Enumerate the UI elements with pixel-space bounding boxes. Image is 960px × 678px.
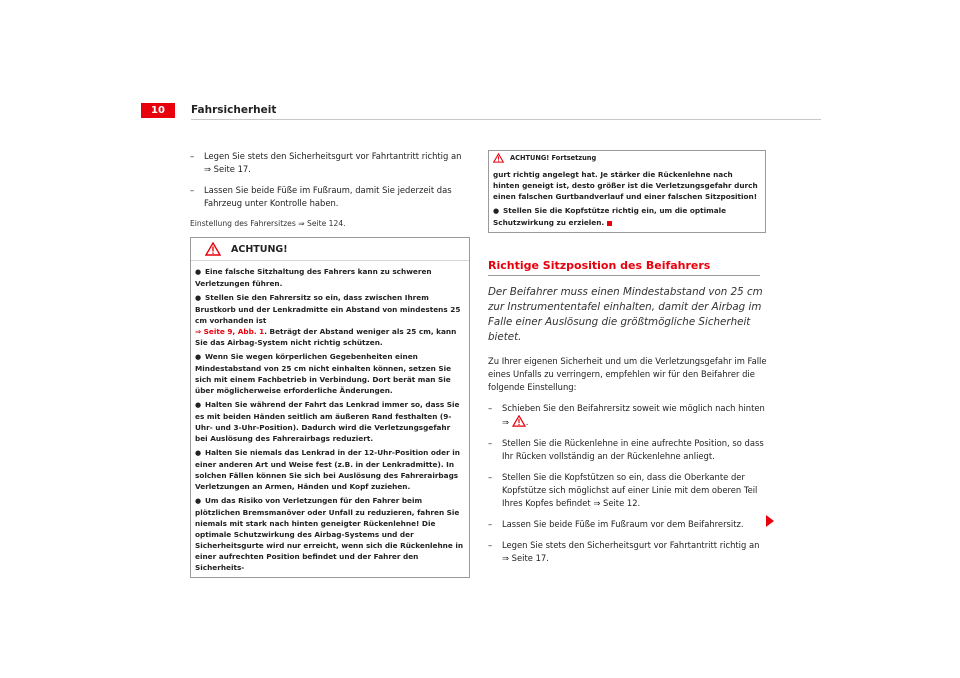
step-text: Legen Sie stets den Sicherheitsgurt vor Fahrtantritt richtig an	[204, 151, 462, 161]
section-title: Richtige Sitzposition des Beifahrers	[488, 259, 760, 276]
warning-continued-title: ACHTUNG! Fortsetzung	[510, 153, 597, 162]
dash: –	[190, 151, 195, 161]
right-column	[488, 150, 768, 573]
warning-triangle-icon[interactable]	[512, 415, 526, 427]
step-text: Lassen Sie beide Füße im Fußraum, damit Sie jederzeit das Fahrzeug unter Kontrolle haben.	[204, 185, 452, 208]
page-title: Fahrsicherheit	[191, 104, 277, 116]
step-text: Legen Sie stets den Sicherheitsgurt vor Fahrtantritt richtig an	[502, 540, 760, 550]
list-item: – Stellen Sie die Rückenlehne in eine aufrechte Position, so dass Ihr Rücken vollständig an der Rückenlehne anliegt.	[488, 438, 764, 461]
warning-item: ● Wenn Sie wegen körperlichen Gegebenheiten einen Mindestabstand von 25 cm nicht einhalten können, setzen Sie sich mit einem Fachbetrieb in Verbindung. Dort berät man Sie über möglicherweise erforderliche Änderungen.	[195, 352, 452, 395]
page-link[interactable]: ⇒ Seite 9, Abb. 1	[195, 327, 265, 336]
list-item	[190, 184, 470, 210]
step-text: Stellen Sie die Rückenlehne in eine aufrechte Position, so dass Ihr Rücken vollständig an der Rückenlehne anliegt.	[502, 438, 764, 461]
warning-title: ACHTUNG!	[231, 243, 288, 255]
warning-continued-box	[488, 150, 766, 233]
list-item: – Lassen Sie beide Füße im Fußraum vor dem Beifahrersitz.	[488, 519, 744, 529]
warning-body	[191, 261, 469, 577]
page-reference[interactable]: ⇒ Seite 17.	[204, 164, 251, 174]
warning-item: ● Halten Sie während der Fahrt das Lenkrad immer so, dass Sie es mit beiden Händen seitlich am äußeren Rand festhalten (9-Uhr- und 3-Uhr-Position). Dadurch wird die Verletzungsgefahr bei Auslösung des Fahrerairbags reduziert.	[195, 400, 460, 443]
list-item	[190, 150, 470, 176]
warning-triangle-icon	[493, 153, 504, 163]
warning-box	[190, 237, 470, 578]
section-intro: Der Beifahrer muss einen Mindestabstand von 25 cm zur Instrumententafel einhalten, damit der Airbag im Falle einer Auslösung die größtmögliche Sicherheit bietet.	[488, 286, 763, 343]
list-item: – Legen Sie stets den Sicherheitsgurt vor Fahrtantritt richtig an ⇒ Seite 17.	[488, 540, 760, 563]
warning-item: ● Eine falsche Sitzhaltung des Fahrers kann zu schweren Verletzungen führen.	[195, 267, 432, 288]
body-paragraph: Zu Ihrer eigenen Sicherheit und um die Verletzungsgefahr im Falle eines Unfalls zu verringern, empfehlen wir für den Beifahrer die folgende Einstellung:	[488, 356, 767, 392]
step-text: Schieben Sie den Beifahrersitz soweit wie möglich nach hinten	[502, 403, 765, 413]
warning-paragraph: gurt richtig angelegt hat. Je stärker die Rückenlehne nach hinten geneigt ist, desto größer ist die Verletzungsgefahr durch einen falschen Gurtbandverlauf und einer falschen Sitzposition!	[493, 170, 758, 201]
warning-item: ● Stellen Sie die Kopfstütze richtig ein, um die optimale Schutzwirkung zu erzielen.	[493, 206, 727, 227]
list-item: – Stellen Sie die Kopfstützen so ein, dass die Oberkante der Kopfstütze sich möglichst auf einer Linie mit dem oberen Teil Ihres Kopfes befindet ⇒ Seite 12.	[488, 472, 758, 508]
warning-header	[191, 238, 469, 261]
warning-item: ● Stellen Sie den Fahrersitz so ein, dass zwischen Ihrem Brustkorb und der Lenkradmitte ein Abstand von mindestens 25 cm vorhanden ist ⇒ Seite 9, Abb. 1. Beträgt der Abstand weniger als 25 cm, kann Sie das Airbag-System nicht richtig schützen.	[195, 293, 461, 347]
warning-continued-body	[489, 164, 765, 232]
next-page-arrow-icon[interactable]	[766, 515, 774, 527]
page-number: 10	[141, 103, 175, 118]
left-column	[190, 150, 470, 578]
end-of-section-marker	[607, 221, 612, 226]
warning-triangle-icon	[205, 242, 221, 256]
step-text: Stellen Sie die Kopfstützen so ein, dass die Oberkante der Kopfstütze sich möglichst auf einer Linie mit dem oberen Teil Ihres Kopfes befindet ⇒ Seite 12.	[502, 472, 758, 508]
figure-caption: Einstellung des Fahrersitzes ⇒ Seite 124.	[190, 219, 346, 228]
dash: –	[190, 185, 195, 195]
header-rule	[191, 119, 821, 120]
page-reference[interactable]: ⇒	[502, 417, 510, 427]
warning-continued-header	[489, 151, 765, 164]
warning-item: ● Um das Risiko von Verletzungen für den Fahrer beim plötzlichen Bremsmanöver oder Unfall zu reduzieren, fahren Sie niemals mit stark nach hinten geneigter Rückenlehne! Die optimale Schutzwirkung des Airbag-Systems und der Sicherheitsgurte wird nur erreicht, wenn sich die Rückenlehne in einer aufrechten Position befindet und der Fahrer den Sicherheits-	[195, 496, 464, 572]
warning-item: ● Halten Sie niemals das Lenkrad in der 12-Uhr-Position oder in einer anderen Art und Weise fest (z.B. in der Lenkradmitte). In solchen Fällen können Sie sich bei Auslösung des Fahrerairbags Verletzungen an Armen, Händen und Kopf zuziehen.	[195, 448, 460, 491]
list-item: – Schieben Sie den Beifahrersitz soweit wie möglich nach hinten ⇒ .	[488, 403, 765, 427]
step-text: Lassen Sie beide Füße im Fußraum vor dem Beifahrersitz.	[502, 519, 744, 529]
page-reference[interactable]: ⇒ Seite 17.	[502, 553, 549, 563]
